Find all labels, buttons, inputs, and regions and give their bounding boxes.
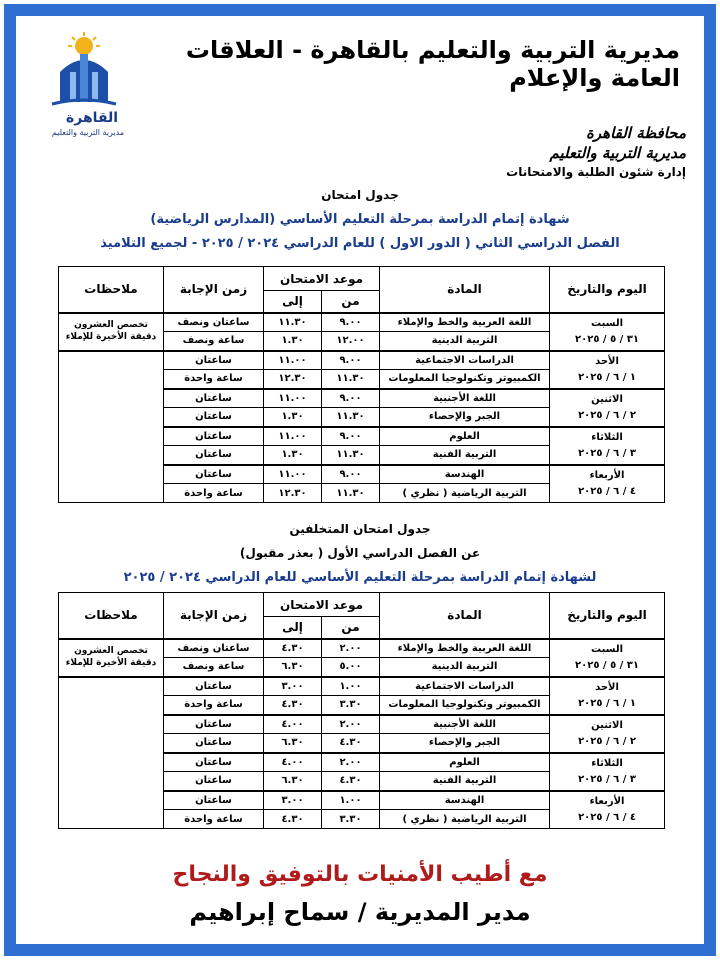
exam-date: ٤ / ٦ / ٢٠٢٥ [578,811,636,823]
to-cell: ١.٣٠ [264,446,322,465]
day-date-cell [550,427,665,465]
page-title: مديرية التربية والتعليم بالقاهرة - العلاقات العامة والإعلام [185,36,680,92]
notes-empty-cell [59,677,164,829]
subject-cell: اللغة العربية والخط والإملاء [380,639,550,658]
subject-cell: الكمبيوتر وتكنولوجيا المعلومات [380,696,550,715]
col-from: من [322,617,380,639]
from-cell: ١١.٣٠ [322,370,380,389]
subject-cell: الدراسات الاجتماعية [380,677,550,696]
col-duration: زمن الإجابة [164,593,264,639]
duration-cell: ساعتان [164,408,264,427]
duration-cell: ساعتان [164,753,264,772]
duration-cell: ساعتان [164,351,264,370]
day-name: الاثنين [591,393,623,405]
duration-cell: ساعتان [164,677,264,696]
exam-date: ٣١ / ٥ / ٢٠٢٥ [575,333,640,345]
duration-cell: ساعتان [164,715,264,734]
day-date-cell [550,639,665,677]
col-from: من [322,291,380,313]
makeup-exam-schedule-table [58,592,665,829]
to-cell: ١١.٣٠ [264,313,322,332]
day-name: الاثنين [591,719,623,731]
subject-cell: اللغة الأجنبية [380,389,550,408]
exam-date: ٣١ / ٥ / ٢٠٢٥ [575,659,640,671]
from-cell: ٢.٠٠ [322,715,380,734]
to-cell: ١٢.٣٠ [264,484,322,503]
day-date-cell [550,313,665,351]
table-row [59,313,665,332]
from-cell: ٢.٠٠ [322,753,380,772]
to-cell: ١١.٠٠ [264,389,322,408]
table-row [59,677,665,696]
to-cell: ١.٣٠ [264,332,322,351]
duration-cell: ساعتان [164,734,264,753]
day-name: السبت [591,643,624,655]
from-cell: ٩.٠٠ [322,427,380,446]
day-date-cell [550,791,665,829]
duration-cell: ساعة واحدة [164,696,264,715]
col-duration: زمن الإجابة [164,267,264,313]
exam-date: ٢ / ٦ / ٢٠٢٥ [578,409,636,421]
stamp-governorate: محافظة القاهرة [586,124,686,142]
col-to: إلى [264,291,322,313]
exam-date: ٢ / ٦ / ٢٠٢٥ [578,735,636,747]
subject-cell: الجبر والإحصاء [380,734,550,753]
from-cell: ١١.٣٠ [322,484,380,503]
exam-date: ١ / ٦ / ٢٠٢٥ [578,697,636,709]
col-notes: ملاحظات [59,593,164,639]
subject-cell: الجبر والإحصاء [380,408,550,427]
wishes-text: مع أطيب الأمنيات بالتوفيق والنجاح [172,862,548,887]
from-cell: ١.٠٠ [322,677,380,696]
subject-cell: الهندسة [380,791,550,810]
duration-cell: ساعتان [164,446,264,465]
section1-subtitle: شهادة إتمام الدراسة بمرحلة التعليم الأساسي (المدارس الرياضية) [150,212,570,227]
to-cell: ٦.٣٠ [264,658,322,677]
duration-cell: ساعتان ونصف [164,639,264,658]
subject-cell: العلوم [380,753,550,772]
section1-title: جدول امتحان [321,188,399,202]
col-subject: المادة [380,267,550,313]
stamp-department: إدارة شئون الطلبة والامتحانات [506,165,686,179]
day-date-cell [550,715,665,753]
to-cell: ٤.٠٠ [264,715,322,734]
stamp-directorate: مديرية التربية والتعليم [549,144,686,162]
duration-cell: ساعة ونصف [164,658,264,677]
logo-name: القاهرة [66,110,119,126]
exam-date: ١ / ٦ / ٢٠٢٥ [578,371,636,383]
col-day-date: اليوم والتاريخ [550,593,665,639]
to-cell: ٦.٣٠ [264,772,322,791]
subject-cell: التربية الدينية [380,658,550,677]
duration-cell: ساعة واحدة [164,370,264,389]
day-name: الأربعاء [589,469,625,481]
exam-schedule-table [58,266,665,503]
duration-cell: ساعة واحدة [164,484,264,503]
cairo-logo [40,32,128,137]
subject-cell: التربية الرياضية ( نظري ) [380,484,550,503]
from-cell: ١٢.٠٠ [322,332,380,351]
day-name: الثلاثاء [591,431,623,443]
exam-date: ٣ / ٦ / ٢٠٢٥ [578,773,636,785]
duration-cell: ساعتان [164,465,264,484]
table-row [59,351,665,370]
col-exam-time: موعد الامتحان [264,267,380,291]
to-cell: ٤.٣٠ [264,696,322,715]
section1-term: الفصل الدراسي الثاني ( الدور الاول ) للعام الدراسي ٢٠٢٤ / ٢٠٢٥ - لجميع التلاميذ [100,236,620,251]
to-cell: ٤.٣٠ [264,639,322,658]
logo-emblem-icon [40,32,128,112]
col-day-date: اليوم والتاريخ [550,267,665,313]
day-date-cell [550,465,665,503]
subject-cell: التربية الفنية [380,446,550,465]
from-cell: ١١.٣٠ [322,446,380,465]
from-cell: ٤.٣٠ [322,772,380,791]
subject-cell: الكمبيوتر وتكنولوجيا المعلومات [380,370,550,389]
from-cell: ٩.٠٠ [322,351,380,370]
director-signature: مدير المديرية / سماح إبراهيم [189,898,531,926]
from-cell: ٩.٠٠ [322,465,380,484]
duration-cell: ساعة واحدة [164,810,264,829]
subject-cell: التربية الرياضية ( نظري ) [380,810,550,829]
day-name: الثلاثاء [591,757,623,769]
to-cell: ١٢.٣٠ [264,370,322,389]
from-cell: ٢.٠٠ [322,639,380,658]
col-to: إلى [264,617,322,639]
exam-date: ٣ / ٦ / ٢٠٢٥ [578,447,636,459]
to-cell: ٦.٣٠ [264,734,322,753]
from-cell: ١.٠٠ [322,791,380,810]
subject-cell: اللغة الأجنبية [380,715,550,734]
day-date-cell [550,753,665,791]
col-subject: المادة [380,593,550,639]
from-cell: ٩.٠٠ [322,313,380,332]
day-date-cell [550,389,665,427]
day-name: السبت [591,317,624,329]
from-cell: ٩.٠٠ [322,389,380,408]
to-cell: ١١.٠٠ [264,351,322,370]
from-cell: ٣.٣٠ [322,810,380,829]
day-date-cell [550,677,665,715]
day-name: الأحد [595,355,619,367]
notes-cell: تخصص العشرون دقيقة الأخيرة للإملاء [59,639,164,677]
subject-cell: التربية الفنية [380,772,550,791]
to-cell: ١.٣٠ [264,408,322,427]
duration-cell: ساعتان ونصف [164,313,264,332]
from-cell: ٥.٠٠ [322,658,380,677]
subject-cell: العلوم [380,427,550,446]
table-row [59,639,665,658]
notes-empty-cell [59,351,164,503]
col-notes: ملاحظات [59,267,164,313]
duration-cell: ساعتان [164,389,264,408]
col-exam-time: موعد الامتحان [264,593,380,617]
from-cell: ١١.٣٠ [322,408,380,427]
to-cell: ٣.٠٠ [264,791,322,810]
from-cell: ٣.٣٠ [322,696,380,715]
to-cell: ٤.٣٠ [264,810,322,829]
to-cell: ١١.٠٠ [264,465,322,484]
duration-cell: ساعتان [164,772,264,791]
logo-subtitle: مديرية التربية والتعليم [51,128,125,137]
exam-date: ٤ / ٦ / ٢٠٢٥ [578,485,636,497]
subject-cell: اللغة العربية والخط والإملاء [380,313,550,332]
subject-cell: الهندسة [380,465,550,484]
day-date-cell [550,351,665,389]
duration-cell: ساعتان [164,427,264,446]
section2-subtitle: عن الفصل الدراسي الأول ( بعذر مقبول) [239,546,481,560]
from-cell: ٤.٣٠ [322,734,380,753]
to-cell: ١١.٠٠ [264,427,322,446]
duration-cell: ساعة ونصف [164,332,264,351]
duration-cell: ساعتان [164,791,264,810]
to-cell: ٤.٠٠ [264,753,322,772]
day-name: الأحد [595,681,619,693]
section2-title: جدول امتحان المتخلفين [289,522,431,536]
subject-cell: التربية الدينية [380,332,550,351]
notes-cell: تخصص العشرون دقيقة الأخيرة للإملاء [59,313,164,351]
subject-cell: الدراسات الاجتماعية [380,351,550,370]
section2-term: لشهادة إتمام الدراسة بمرحلة التعليم الأساسي للعام الدراسي ٢٠٢٤ / ٢٠٢٥ [123,570,597,585]
day-name: الأربعاء [589,795,625,807]
to-cell: ٣.٠٠ [264,677,322,696]
